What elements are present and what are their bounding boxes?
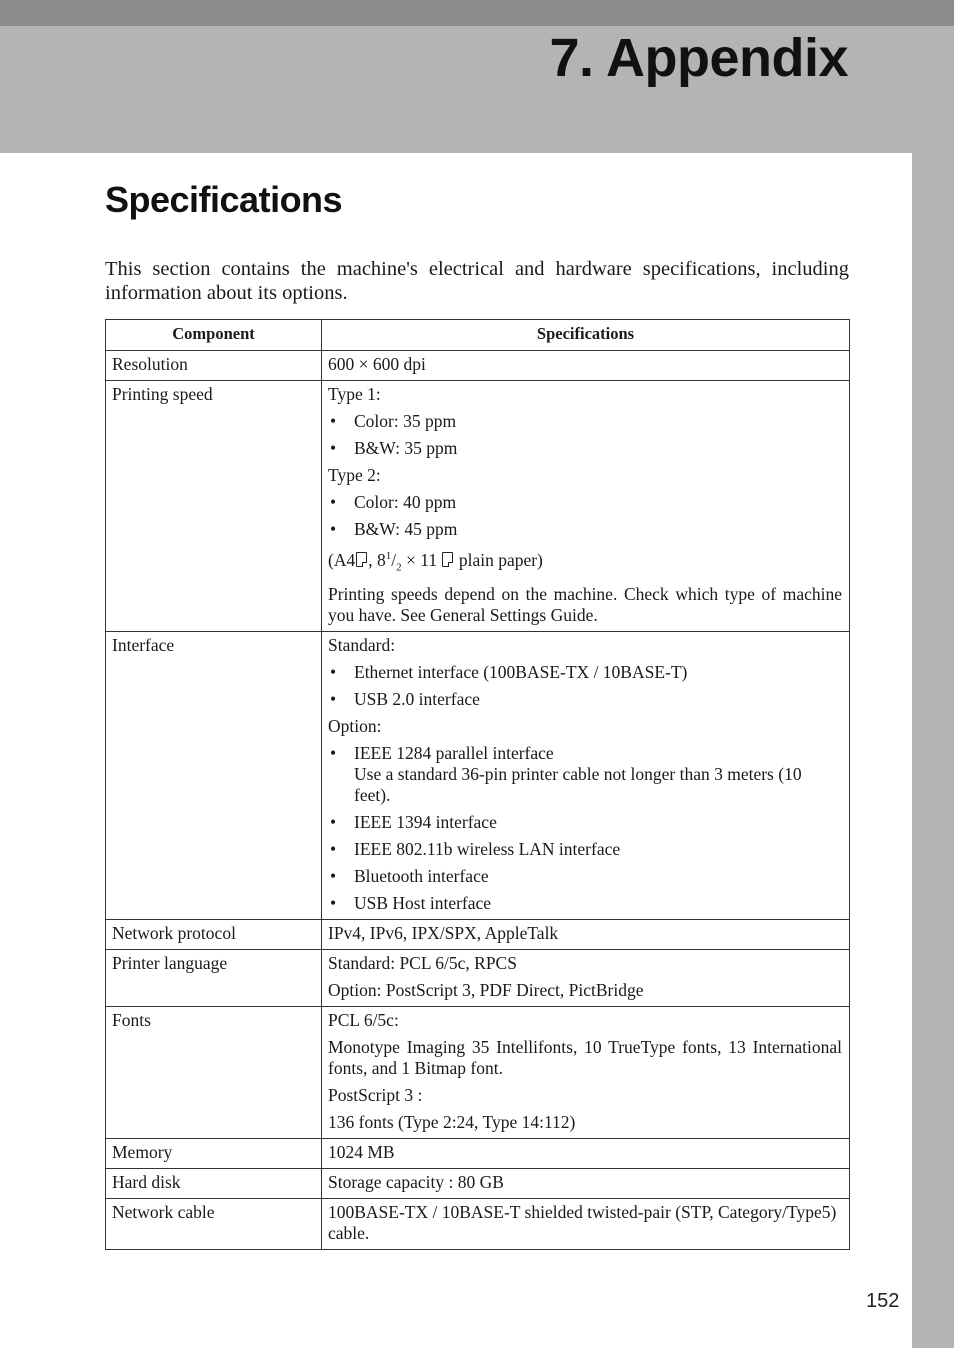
- component-cell: Resolution: [106, 351, 322, 381]
- list-item: • Ethernet interface (100BASE-TX / 10BASE-T): [328, 662, 842, 683]
- spec-cell: 1024 MB: [322, 1139, 850, 1169]
- option-label: Option:: [328, 716, 382, 737]
- type1-list: [328, 411, 842, 459]
- paper-portrait-icon: [356, 552, 367, 567]
- fraction-slash: /: [391, 549, 397, 570]
- language-standard: Standard: PCL 6/5c, RPCS: [328, 953, 517, 974]
- standard-label: Standard:: [328, 635, 396, 656]
- list-item: • IEEE 1394 interface: [328, 812, 842, 833]
- component-header: Component: [106, 320, 322, 351]
- table-row: [106, 632, 850, 920]
- table-row: [106, 950, 850, 1007]
- paper-portrait-icon: [442, 552, 453, 567]
- list-item-title: • IEEE 1284 parallel interface: [354, 743, 554, 764]
- postscript-fonts: 136 fonts (Type 2:24, Type 14:112): [328, 1112, 576, 1133]
- list-item: • Bluetooth interface: [328, 866, 842, 887]
- postscript-label: PostScript 3 :: [328, 1085, 423, 1106]
- component-cell: Printing speed: [106, 381, 322, 632]
- page-number: 152: [866, 1290, 900, 1312]
- pcl-fonts: Monotype Imaging 35 Intellifonts, 10 TrueType fonts, 13 International fonts, and 1 Bitmap font.: [328, 1037, 842, 1079]
- intro-paragraph: This section contains the machine's electrical and hardware specifications, including information about its options.: [105, 258, 849, 304]
- standard-list: [328, 662, 842, 710]
- type2-list: [328, 492, 842, 540]
- component-cell: Printer language: [106, 950, 322, 1007]
- specifications-table: [105, 319, 850, 1250]
- component-cell: Network protocol: [106, 920, 322, 950]
- component-cell: Interface: [106, 632, 322, 920]
- paper-mid: , 8: [368, 549, 386, 570]
- list-item: • Color: 40 ppm: [328, 492, 842, 513]
- fraction-denominator: 2: [396, 561, 402, 574]
- top-strip: [0, 0, 954, 26]
- component-cell: Memory: [106, 1139, 322, 1169]
- type1-label: Type 1:: [328, 384, 381, 404]
- paper-size-line: [328, 546, 842, 578]
- paper-suffix: plain paper): [454, 549, 543, 570]
- component-cell: Fonts: [106, 1007, 322, 1139]
- table-row: [106, 1007, 850, 1139]
- list-item: • USB 2.0 interface: [328, 689, 842, 710]
- spec-cell: [322, 381, 850, 632]
- pcl-label: PCL 6/5c:: [328, 1010, 399, 1031]
- type2-label: Type 2:: [328, 465, 381, 485]
- component-cell: Network cable: [106, 1199, 322, 1250]
- table-row: [106, 1199, 850, 1250]
- list-item: • Color: 35 ppm: [328, 411, 842, 432]
- list-item: • B&W: 35 ppm: [328, 438, 842, 459]
- list-item-note: Use a standard 36-pin printer cable not longer than 3 meters (10 feet).: [354, 764, 802, 806]
- right-margin-tab: [912, 153, 954, 1348]
- table-header-row: [106, 320, 850, 351]
- option-list: [328, 743, 842, 914]
- chapter-title: 7. Appendix: [549, 28, 848, 88]
- component-cell: Hard disk: [106, 1169, 322, 1199]
- table-row: [106, 1169, 850, 1199]
- list-item: [328, 743, 842, 806]
- specifications-header: Specifications: [322, 320, 850, 351]
- list-item: • USB Host interface: [328, 893, 842, 914]
- list-item: • B&W: 45 ppm: [328, 519, 842, 540]
- table-row: [106, 920, 850, 950]
- printing-speed-note: Printing speeds depend on the machine. Check which type of machine you have. See General Settings Guide.: [328, 584, 842, 626]
- table-row: [106, 381, 850, 632]
- spec-cell: 100BASE-TX / 10BASE-T shielded twisted-pair (STP, Category/Type5) cable.: [322, 1199, 850, 1250]
- spec-cell: 600 × 600 dpi: [322, 351, 850, 381]
- section-title: Specifications: [105, 179, 343, 220]
- spec-cell: [322, 950, 850, 1007]
- paper-times: × 11: [401, 549, 438, 570]
- language-option: Option: PostScript 3, PDF Direct, PictBridge: [328, 980, 644, 1001]
- spec-cell: [322, 1007, 850, 1139]
- spec-cell: [322, 632, 850, 920]
- list-item: • IEEE 802.11b wireless LAN interface: [328, 839, 842, 860]
- table-row: [106, 1139, 850, 1169]
- fraction-numerator: 1: [385, 550, 392, 562]
- paper-prefix: (A4: [328, 549, 356, 570]
- table-row: [106, 351, 850, 381]
- spec-cell: IPv4, IPv6, IPX/SPX, AppleTalk: [322, 920, 850, 950]
- spec-cell: Storage capacity : 80 GB: [322, 1169, 850, 1199]
